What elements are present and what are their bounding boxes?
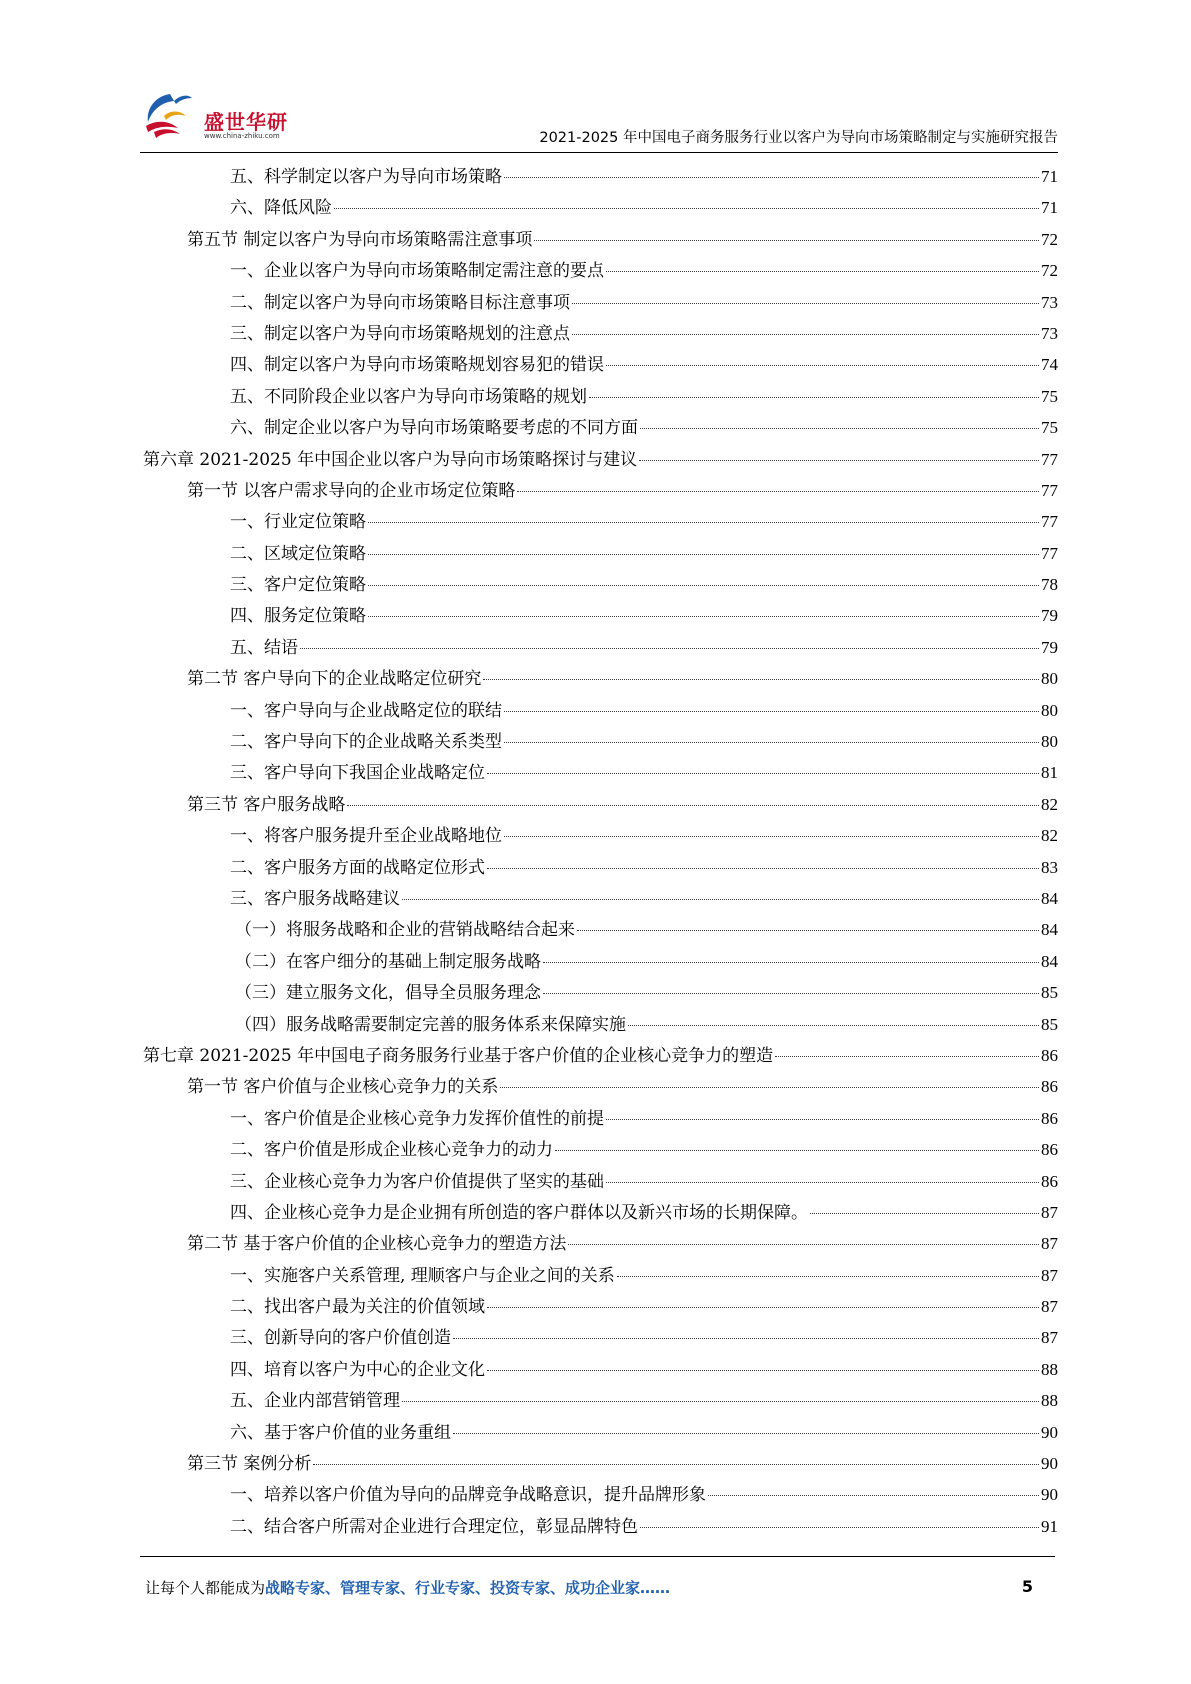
toc-entry[interactable] [143, 977, 1058, 1008]
toc-entry-page: 81 [1041, 763, 1058, 783]
toc-entry-label: 一、将客户服务提升至企业战略地位 [230, 826, 502, 847]
toc-entry-label: 四、服务定位策略 [230, 606, 366, 627]
toc-dot-leader [606, 365, 1039, 366]
toc-entry-page: 85 [1041, 1014, 1058, 1034]
toc-entry[interactable] [143, 1009, 1058, 1040]
page-header [140, 80, 1058, 154]
toc-dot-leader [487, 773, 1039, 774]
toc-entry-label: （一）将服务战略和企业的营销战略结合起来 [235, 920, 575, 941]
footer-slogan-lead: 让每个人都能成为 [145, 1579, 266, 1597]
toc-entry[interactable] [143, 1417, 1058, 1448]
toc-dot-leader [639, 460, 1039, 461]
toc-entry-page: 72 [1041, 261, 1058, 281]
toc-entry-label: 第三节 客户服务战略 [187, 794, 346, 815]
toc-entry-label: 第二节 客户导向下的企业战略定位研究 [187, 669, 482, 690]
toc-entry[interactable] [143, 224, 1058, 255]
toc-entry-label: 一、行业定位策略 [230, 512, 366, 533]
toc-dot-leader [628, 1025, 1039, 1026]
logo-name: 盛世华研 [204, 110, 288, 134]
toc-dot-leader [500, 1087, 1039, 1088]
toc-entry[interactable] [143, 569, 1058, 600]
toc-entry-label: 四、培育以客户为中心的企业文化 [230, 1359, 485, 1380]
toc-dot-leader [577, 930, 1039, 931]
toc-dot-leader [543, 962, 1039, 963]
toc-entry-label: 三、客户定位策略 [230, 575, 366, 596]
toc-entry[interactable] [143, 695, 1058, 726]
page-footer [145, 1577, 1055, 1601]
toc-entry[interactable] [143, 1071, 1058, 1102]
toc-dot-leader [504, 742, 1039, 743]
logo-emblem-icon [140, 86, 202, 148]
toc-entry-label: 二、客户导向下的企业战略关系类型 [230, 732, 502, 753]
toc-entry-label: 六、基于客户价值的业务重组 [230, 1422, 451, 1443]
toc-entry[interactable] [143, 757, 1058, 788]
toc-entry-label: 二、找出客户最为关注的价值领域 [230, 1297, 485, 1318]
toc-entry-label: 二、客户服务方面的战略定位形式 [230, 857, 485, 878]
toc-dot-leader [606, 1182, 1039, 1183]
toc-entry-page: 90 [1041, 1422, 1058, 1442]
toc-entry-label: 第一节 客户价值与企业核心竞争力的关系 [187, 1077, 499, 1098]
toc-entry-label: （二）在客户细分的基础上制定服务战略 [235, 951, 541, 972]
toc-dot-leader [487, 868, 1039, 869]
toc-dot-leader [453, 1338, 1039, 1339]
toc-entry-label: 三、客户导向下我国企业战略定位 [230, 763, 485, 784]
toc-entry-page: 88 [1041, 1359, 1058, 1379]
toc-entry-label: 第六章 2021-2025 年中国企业以客户为导向市场策略探讨与建议 [143, 449, 638, 470]
toc-dot-leader [606, 271, 1039, 272]
toc-dot-leader [402, 1401, 1039, 1402]
toc-entry-page: 77 [1041, 512, 1058, 532]
toc-dot-leader [368, 585, 1039, 586]
toc-entry-page: 79 [1041, 606, 1058, 626]
toc-entry[interactable] [143, 883, 1058, 914]
toc-entry-page: 83 [1041, 857, 1058, 877]
header-divider [140, 152, 1058, 153]
toc-entry[interactable] [143, 1103, 1058, 1134]
report-title: 2021-2025 年中国电子商务服务行业以客户为导向市场策略制定与实施研究报告 [539, 130, 1058, 146]
toc-entry-label: 一、企业以客户为导向市场策略制定需注意的要点 [230, 261, 604, 282]
company-logo [140, 86, 300, 148]
footer-divider [140, 1556, 1055, 1557]
toc-dot-leader [504, 711, 1039, 712]
toc-entry-page: 85 [1041, 983, 1058, 1003]
toc-entry[interactable] [143, 1134, 1058, 1165]
toc-entry-label: 四、企业核心竞争力是企业拥有所创造的客户群体以及新兴市场的长期保障。 [230, 1202, 808, 1223]
toc-entry-page: 80 [1041, 700, 1058, 720]
toc-dot-leader [300, 648, 1039, 649]
toc-entry-page: 90 [1041, 1485, 1058, 1505]
toc-entry-page: 74 [1041, 355, 1058, 375]
toc-entry-page: 72 [1041, 229, 1058, 249]
toc-entry[interactable] [143, 1448, 1058, 1479]
toc-dot-leader [334, 208, 1039, 209]
toc-entry[interactable] [143, 1322, 1058, 1353]
toc-dot-leader [572, 334, 1039, 335]
toc-entry-label: 三、企业核心竞争力为客户价值提供了坚实的基础 [230, 1171, 604, 1192]
toc-dot-leader [589, 397, 1039, 398]
toc-dot-leader [617, 1276, 1039, 1277]
toc-entry[interactable] [143, 852, 1058, 883]
toc-entry-label: 五、不同阶段企业以客户为导向市场策略的规划 [230, 386, 587, 407]
toc-entry[interactable] [143, 1040, 1058, 1071]
toc-entry-page: 77 [1041, 449, 1058, 469]
toc-entry[interactable] [143, 381, 1058, 412]
toc-entry[interactable] [143, 600, 1058, 631]
toc-dot-leader [534, 240, 1039, 241]
toc-dot-leader [568, 1244, 1039, 1245]
toc-entry-page: 87 [1041, 1328, 1058, 1348]
toc-dot-leader [487, 1370, 1039, 1371]
toc-entry[interactable] [143, 789, 1058, 820]
toc-entry-label: （三）建立服务文化，倡导全员服务理念 [235, 983, 541, 1004]
toc-entry[interactable] [143, 1479, 1058, 1510]
toc-entry-page: 82 [1041, 826, 1058, 846]
toc-entry-page: 77 [1041, 543, 1058, 563]
toc-entry[interactable] [143, 192, 1058, 223]
toc-dot-leader [543, 993, 1039, 994]
toc-entry-page: 84 [1041, 888, 1058, 908]
toc-entry-page: 86 [1041, 1045, 1058, 1065]
toc-entry-label: 第三节 案例分析 [187, 1454, 312, 1475]
toc-entry-label: 四、制定以客户为导向市场策略规划容易犯的错误 [230, 355, 604, 376]
toc-entry-label: （四）服务战略需要制定完善的服务体系来保障实施 [235, 1014, 626, 1035]
toc-dot-leader [453, 1433, 1039, 1434]
toc-entry[interactable] [143, 1166, 1058, 1197]
toc-entry-label: 二、制定以客户为导向市场策略目标注意事项 [230, 292, 570, 313]
toc-entry-label: 二、客户价值是形成企业核心竞争力的动力 [230, 1140, 553, 1161]
toc-entry[interactable] [143, 1354, 1058, 1385]
toc-dot-leader [708, 1495, 1039, 1496]
toc-entry-label: 第一节 以客户需求导向的企业市场定位策略 [187, 480, 516, 501]
toc-dot-leader [555, 1150, 1039, 1151]
toc-entry[interactable] [143, 1385, 1058, 1416]
toc-entry-page: 87 [1041, 1265, 1058, 1285]
toc-entry-page: 86 [1041, 1077, 1058, 1097]
toc-entry[interactable] [143, 1228, 1058, 1259]
toc-entry[interactable] [143, 914, 1058, 945]
toc-dot-leader [606, 1119, 1039, 1120]
toc-dot-leader [368, 616, 1039, 617]
toc-dot-leader [640, 428, 1039, 429]
toc-dot-leader [368, 522, 1039, 523]
toc-entry-label: 二、结合客户所需对企业进行合理定位，彰显品牌特色 [230, 1516, 638, 1537]
toc-entry-label: 二、区域定位策略 [230, 543, 366, 564]
toc-entry-label: 第五节 制定以客户为导向市场策略需注意事项 [187, 229, 533, 250]
toc-entry-label: 五、结语 [230, 637, 298, 658]
toc-entry-page: 86 [1041, 1140, 1058, 1160]
toc-entry-label: 五、企业内部营销管理 [230, 1391, 400, 1412]
toc-dot-leader [810, 1213, 1039, 1214]
toc-entry[interactable] [143, 1511, 1058, 1542]
toc-entry-page: 91 [1041, 1516, 1058, 1536]
logo-url: www.china-zhiku.com [204, 132, 280, 140]
toc-dot-leader [313, 1464, 1039, 1465]
toc-entry-label: 一、客户导向与企业战略定位的联结 [230, 700, 502, 721]
toc-entry-label: 三、创新导向的客户价值创造 [230, 1328, 451, 1349]
toc-entry[interactable] [143, 632, 1058, 663]
toc-entry[interactable] [143, 820, 1058, 851]
toc-entry-label: 一、实施客户关系管理, 理顺客户与企业之间的关系 [230, 1265, 615, 1286]
toc-entry-page: 71 [1041, 198, 1058, 218]
toc-entry-label: 一、培养以客户价值为导向的品牌竞争战略意识，提升品牌形象 [230, 1485, 706, 1506]
footer-slogan-highlight: 战略专家、管理专家、行业专家、投资专家、成功企业家…… [265, 1579, 671, 1597]
toc-entry-label: 五、科学制定以客户为导向市场策略 [230, 167, 502, 187]
toc-entry[interactable] [143, 475, 1058, 506]
toc-entry-page: 78 [1041, 575, 1058, 595]
toc-dot-leader [640, 1527, 1039, 1528]
toc-entry-page: 71 [1041, 167, 1058, 186]
toc-entry-page: 86 [1041, 1108, 1058, 1128]
table-of-contents [143, 161, 1058, 1542]
toc-dot-leader [504, 836, 1039, 837]
toc-entry-page: 73 [1041, 292, 1058, 312]
toc-entry-page: 82 [1041, 794, 1058, 814]
toc-dot-leader [775, 1056, 1039, 1057]
toc-entry-page: 84 [1041, 920, 1058, 940]
toc-entry[interactable] [143, 726, 1058, 757]
toc-entry[interactable] [143, 287, 1058, 318]
toc-dot-leader [483, 679, 1039, 680]
toc-dot-leader [504, 177, 1039, 178]
toc-dot-leader [347, 805, 1039, 806]
toc-entry-page: 87 [1041, 1234, 1058, 1254]
toc-entry-page: 84 [1041, 951, 1058, 971]
toc-entry[interactable] [143, 444, 1058, 475]
toc-entry[interactable] [143, 255, 1058, 286]
toc-entry[interactable] [143, 663, 1058, 694]
toc-entry-page: 87 [1041, 1297, 1058, 1317]
toc-entry-page: 73 [1041, 323, 1058, 343]
toc-entry[interactable] [143, 349, 1058, 380]
toc-entry-page: 80 [1041, 669, 1058, 689]
toc-entry-page: 80 [1041, 732, 1058, 752]
toc-dot-leader [487, 1307, 1039, 1308]
toc-entry[interactable] [143, 1260, 1058, 1291]
toc-entry[interactable] [143, 1291, 1058, 1322]
toc-entry-label: 第七章 2021-2025 年中国电子商务服务行业基于客户价值的企业核心竞争力的塑造 [143, 1045, 774, 1066]
toc-entry[interactable] [143, 412, 1058, 443]
toc-entry-page: 87 [1041, 1202, 1058, 1222]
toc-entry-page: 75 [1041, 386, 1058, 406]
toc-entry-label: 六、降低风险 [230, 198, 332, 219]
toc-entry-page: 88 [1041, 1391, 1058, 1411]
toc-entry-label: 一、客户价值是企业核心竞争力发挥价值性的前提 [230, 1108, 604, 1129]
toc-dot-leader [402, 899, 1039, 900]
toc-entry-page: 77 [1041, 480, 1058, 500]
toc-entry-label: 第二节 基于客户价值的企业核心竞争力的塑造方法 [187, 1234, 567, 1255]
toc-entry-page: 79 [1041, 637, 1058, 657]
toc-entry-page: 86 [1041, 1171, 1058, 1191]
toc-entry-label: 三、客户服务战略建议 [230, 888, 400, 909]
toc-entry[interactable] [143, 318, 1058, 349]
toc-entry[interactable] [143, 161, 1058, 192]
toc-dot-leader [572, 303, 1039, 304]
toc-dot-leader [368, 554, 1039, 555]
toc-entry[interactable] [143, 1197, 1058, 1228]
page-number: 5 [1021, 1577, 1033, 1596]
toc-entry-label: 三、制定以客户为导向市场策略规划的注意点 [230, 323, 570, 344]
toc-dot-leader [517, 491, 1039, 492]
toc-entry[interactable] [143, 946, 1058, 977]
toc-entry-label: 六、制定企业以客户为导向市场策略要考虑的不同方面 [230, 418, 638, 439]
toc-entry[interactable] [143, 538, 1058, 569]
toc-entry-page: 90 [1041, 1454, 1058, 1474]
toc-entry[interactable] [143, 506, 1058, 537]
toc-entry-page: 75 [1041, 418, 1058, 438]
